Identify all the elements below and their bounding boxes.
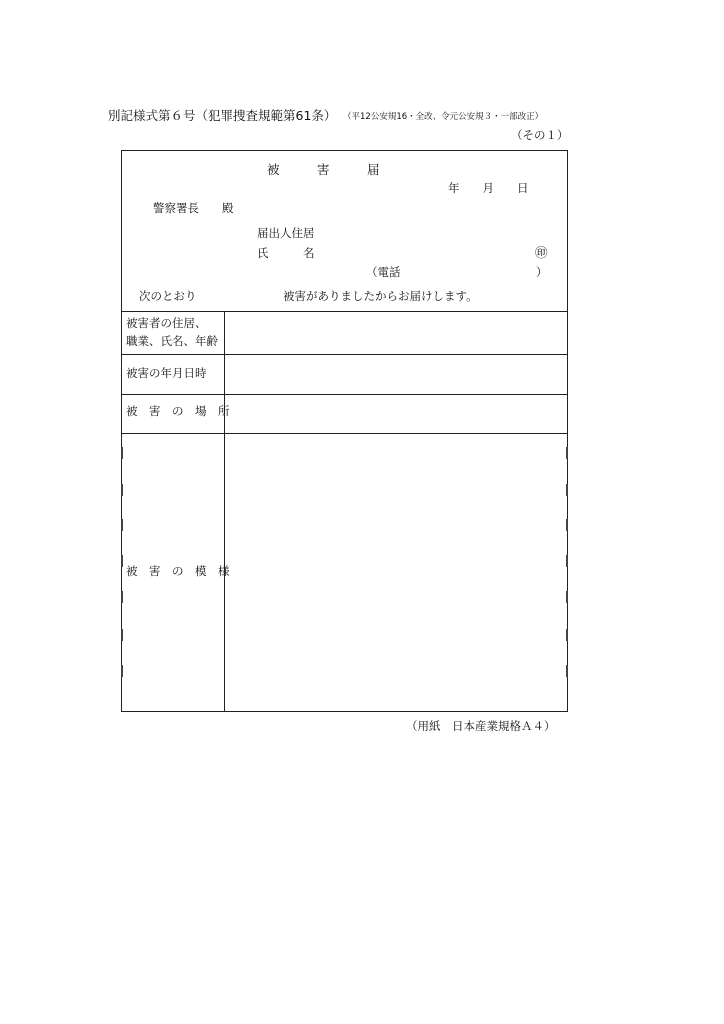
damage-location-label: 被 害 の 場 所 (126, 404, 230, 418)
row-divider (122, 354, 568, 355)
damage-datetime-label: 被害の年月日時 (126, 366, 207, 380)
addressee: 警察署長 殿 (153, 201, 234, 215)
reporter-address-label: 届出人住居 (257, 226, 315, 240)
row-divider (122, 433, 568, 434)
seal-mark: ㊞ (535, 245, 548, 260)
report-date: 年 月 日 (448, 181, 529, 195)
row-divider (122, 311, 568, 312)
damage-details-label: 被 害 の 模 様 (126, 564, 230, 578)
row-divider (122, 394, 568, 395)
form-title: 被 害 届 (267, 162, 380, 177)
phone-label: （電話 (366, 265, 401, 279)
statement-left: 次のとおり (139, 289, 197, 303)
form-identifier: 別記様式第６号（犯罪捜査規範第61条） (108, 108, 337, 123)
damage-details-field[interactable] (232, 440, 562, 700)
part-number: （その１） (511, 128, 569, 142)
victim-info-label-2: 職業、氏名、年齢 (126, 334, 218, 348)
paper-size-note: （用紙 日本産業規格Ａ４） (406, 719, 556, 733)
victim-info-field[interactable] (232, 326, 562, 342)
damage-location-field[interactable] (232, 405, 562, 421)
amendment-note: （平12公安規16・全改、令元公安規３・一部改正） (343, 112, 544, 122)
column-divider (224, 311, 225, 712)
phone-close: ） (536, 265, 548, 279)
damage-datetime-field[interactable] (232, 366, 562, 382)
victim-info-label: 被害者の住居、 (126, 316, 207, 330)
reporter-name-label: 氏 名 (257, 246, 315, 260)
statement-text: 被害がありましたからお届けします。 (283, 289, 478, 303)
